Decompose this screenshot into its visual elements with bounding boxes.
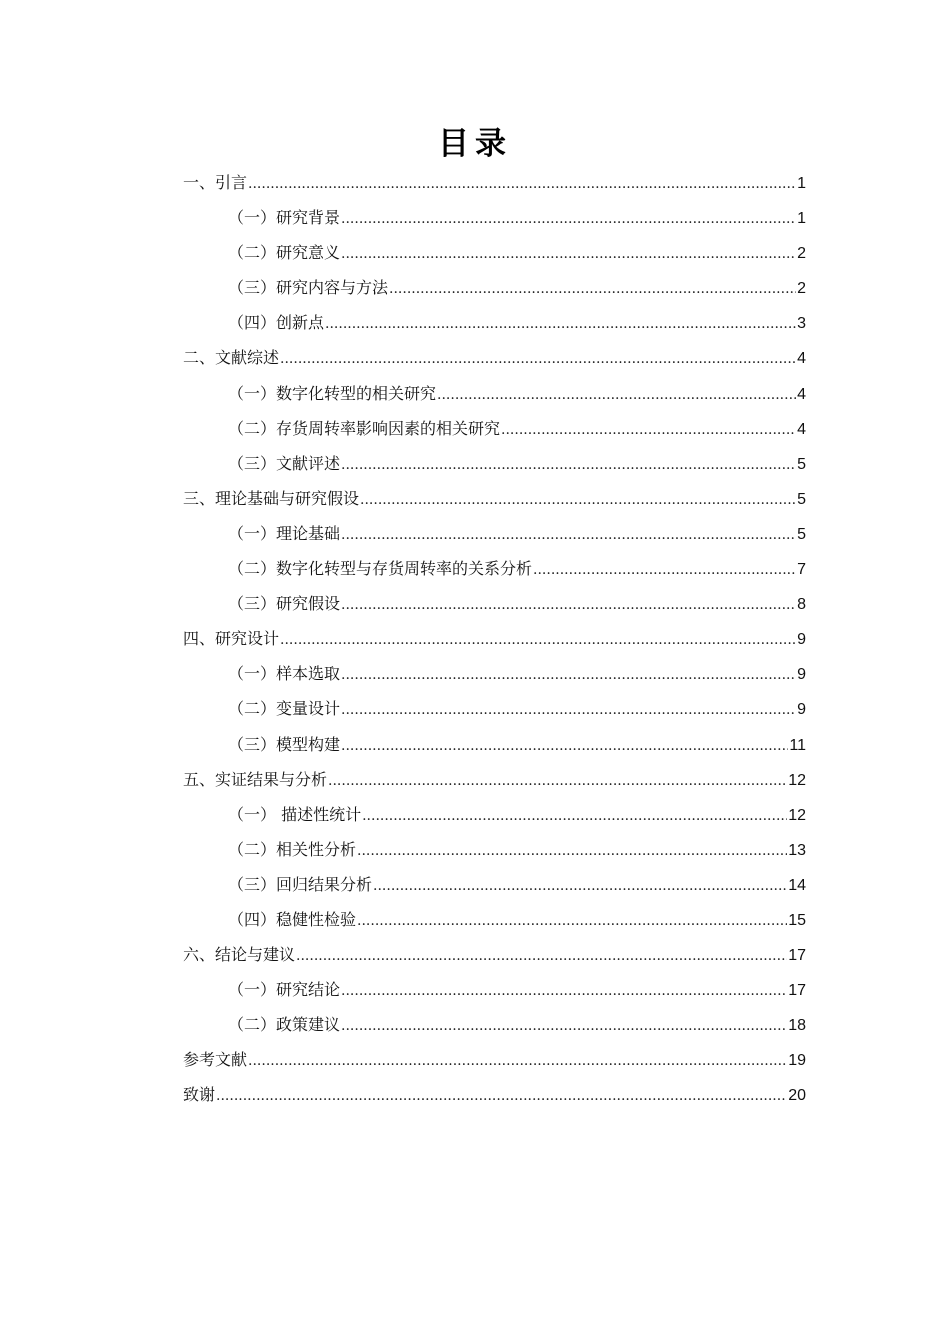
- toc-page-number: 9: [797, 666, 806, 684]
- toc-dot-leader: [360, 483, 796, 518]
- toc-dot-leader: [373, 869, 787, 904]
- toc-entry-label: 四、研究设计: [183, 629, 280, 649]
- toc-entry-label: （一） 描述性统计: [228, 804, 362, 824]
- toc-entry[interactable]: [183, 200, 806, 235]
- toc-dot-leader: [389, 272, 796, 307]
- toc-page-number: 20: [788, 1087, 806, 1105]
- toc-entry-label: 三、理论基础与研究假设: [183, 488, 360, 508]
- toc-dot-leader: [248, 167, 796, 202]
- toc-entry[interactable]: [183, 340, 806, 375]
- toc-entry-label: （一）样本选取: [228, 664, 341, 684]
- toc-page-number: 4: [797, 385, 806, 403]
- toc-entry-label: （三）研究内容与方法: [228, 278, 389, 298]
- toc-dot-leader: [341, 693, 796, 728]
- toc-dot-leader: [437, 378, 796, 413]
- toc-page-number: 11: [789, 736, 806, 754]
- toc-entry[interactable]: [183, 305, 806, 340]
- toc-entry[interactable]: [183, 1042, 806, 1077]
- toc-page-number: 1: [797, 210, 806, 228]
- toc-entry-label: （三）模型构建: [228, 734, 341, 754]
- toc-entry[interactable]: [183, 481, 806, 516]
- toc-dot-leader: [362, 799, 787, 834]
- toc-entry-label: （二）数字化转型与存货周转率的关系分析: [228, 559, 533, 579]
- toc-dot-leader: [341, 237, 796, 272]
- toc-page-number: 4: [797, 350, 806, 368]
- toc-entry-label: 一、引言: [183, 173, 248, 192]
- toc-entry[interactable]: [183, 376, 806, 411]
- toc-dot-leader: [341, 448, 796, 483]
- toc-entry[interactable]: [183, 762, 806, 797]
- toc-entry-label: 参考文献: [183, 1050, 248, 1070]
- toc-dot-leader: [341, 588, 796, 623]
- toc-page-number: 5: [797, 490, 806, 508]
- toc-page-number: 5: [797, 525, 806, 543]
- toc-dot-leader: [341, 518, 796, 553]
- toc-entry[interactable]: [183, 516, 806, 551]
- toc-entry[interactable]: [183, 446, 806, 481]
- toc-page-number: 7: [797, 561, 806, 579]
- toc-entry-label: （一）理论基础: [228, 523, 341, 543]
- toc-page-number: 1: [797, 175, 806, 192]
- toc-entry[interactable]: [183, 586, 806, 621]
- toc-entry-label: （四）稳健性检验: [228, 909, 357, 929]
- toc-entry-label: （二）研究意义: [228, 243, 341, 263]
- toc-page-number: 3: [797, 315, 806, 333]
- toc-dot-leader: [328, 764, 787, 799]
- toc-entry-label: （二）存货周转率影响因素的相关研究: [228, 418, 501, 438]
- toc-dot-leader: [341, 1009, 787, 1044]
- toc-entry[interactable]: [183, 656, 806, 691]
- toc-entry[interactable]: [183, 867, 806, 902]
- toc-entry-label: （四）创新点: [228, 313, 325, 333]
- toc-dot-leader: [341, 974, 787, 1009]
- toc-entry[interactable]: [183, 411, 806, 446]
- toc-entry-label: （一）研究背景: [228, 208, 341, 228]
- toc-entry[interactable]: [183, 165, 806, 200]
- toc-page-number: 14: [788, 876, 806, 894]
- toc-entry-label: （二）政策建议: [228, 1015, 341, 1035]
- table-of-contents: [183, 165, 806, 1113]
- toc-entry[interactable]: [183, 270, 806, 305]
- toc-dot-leader: [248, 1044, 787, 1079]
- toc-page-number: 13: [788, 841, 806, 859]
- toc-dot-leader: [280, 623, 796, 658]
- toc-dot-leader: [501, 413, 796, 448]
- toc-dot-leader: [341, 658, 796, 693]
- page-title: 目录: [438, 126, 512, 162]
- toc-page-number: 12: [788, 771, 806, 789]
- toc-page-number: 8: [797, 596, 806, 614]
- toc-entry[interactable]: [183, 727, 806, 762]
- toc-dot-leader: [357, 904, 787, 939]
- toc-dot-leader: [341, 202, 796, 237]
- toc-entry[interactable]: [183, 621, 806, 656]
- toc-dot-leader: [357, 834, 787, 869]
- toc-page-number: 18: [788, 1017, 806, 1035]
- toc-page-number: 2: [797, 245, 806, 263]
- toc-entry[interactable]: [183, 691, 806, 726]
- toc-entry-label: 六、结论与建议: [183, 945, 296, 965]
- toc-page-number: 19: [788, 1052, 806, 1070]
- toc-dot-leader: [325, 307, 796, 342]
- toc-page-number: 2: [797, 280, 806, 298]
- toc-entry[interactable]: [183, 972, 806, 1007]
- toc-entry-label: 二、文献综述: [183, 348, 280, 368]
- toc-entry[interactable]: [183, 235, 806, 270]
- toc-entry[interactable]: [183, 551, 806, 586]
- toc-entry[interactable]: [183, 902, 806, 937]
- toc-entry-label: （三）文献评述: [228, 453, 341, 473]
- toc-dot-leader: [280, 342, 796, 377]
- toc-dot-leader: [216, 1079, 787, 1114]
- toc-dot-leader: [341, 729, 788, 764]
- toc-entry-label: （三）研究假设: [228, 594, 341, 614]
- toc-entry-label: （一）研究结论: [228, 980, 341, 1000]
- toc-entry[interactable]: [183, 832, 806, 867]
- toc-entry[interactable]: [183, 1007, 806, 1042]
- toc-entry-label: 五、实证结果与分析: [183, 769, 328, 789]
- toc-page-number: 17: [788, 947, 806, 965]
- toc-page-number: 12: [788, 806, 806, 824]
- toc-entry[interactable]: [183, 1077, 806, 1112]
- toc-page-number: 9: [797, 701, 806, 719]
- toc-dot-leader: [533, 553, 796, 588]
- toc-entry-label: （一）数字化转型的相关研究: [228, 383, 437, 403]
- toc-page-number: 5: [797, 455, 806, 473]
- toc-entry-label: （二）变量设计: [228, 699, 341, 719]
- toc-entry[interactable]: [183, 937, 806, 972]
- toc-page-number: 17: [788, 982, 806, 1000]
- toc-entry-label: （二）相关性分析: [228, 839, 357, 859]
- toc-dot-leader: [296, 939, 787, 974]
- toc-page-number: 15: [788, 911, 806, 929]
- toc-entry-label: 致谢: [183, 1085, 216, 1105]
- toc-page-number: 9: [797, 631, 806, 649]
- toc-entry-label: （三）回归结果分析: [228, 874, 373, 894]
- toc-page-number: 4: [797, 420, 806, 438]
- toc-entry[interactable]: [183, 797, 806, 832]
